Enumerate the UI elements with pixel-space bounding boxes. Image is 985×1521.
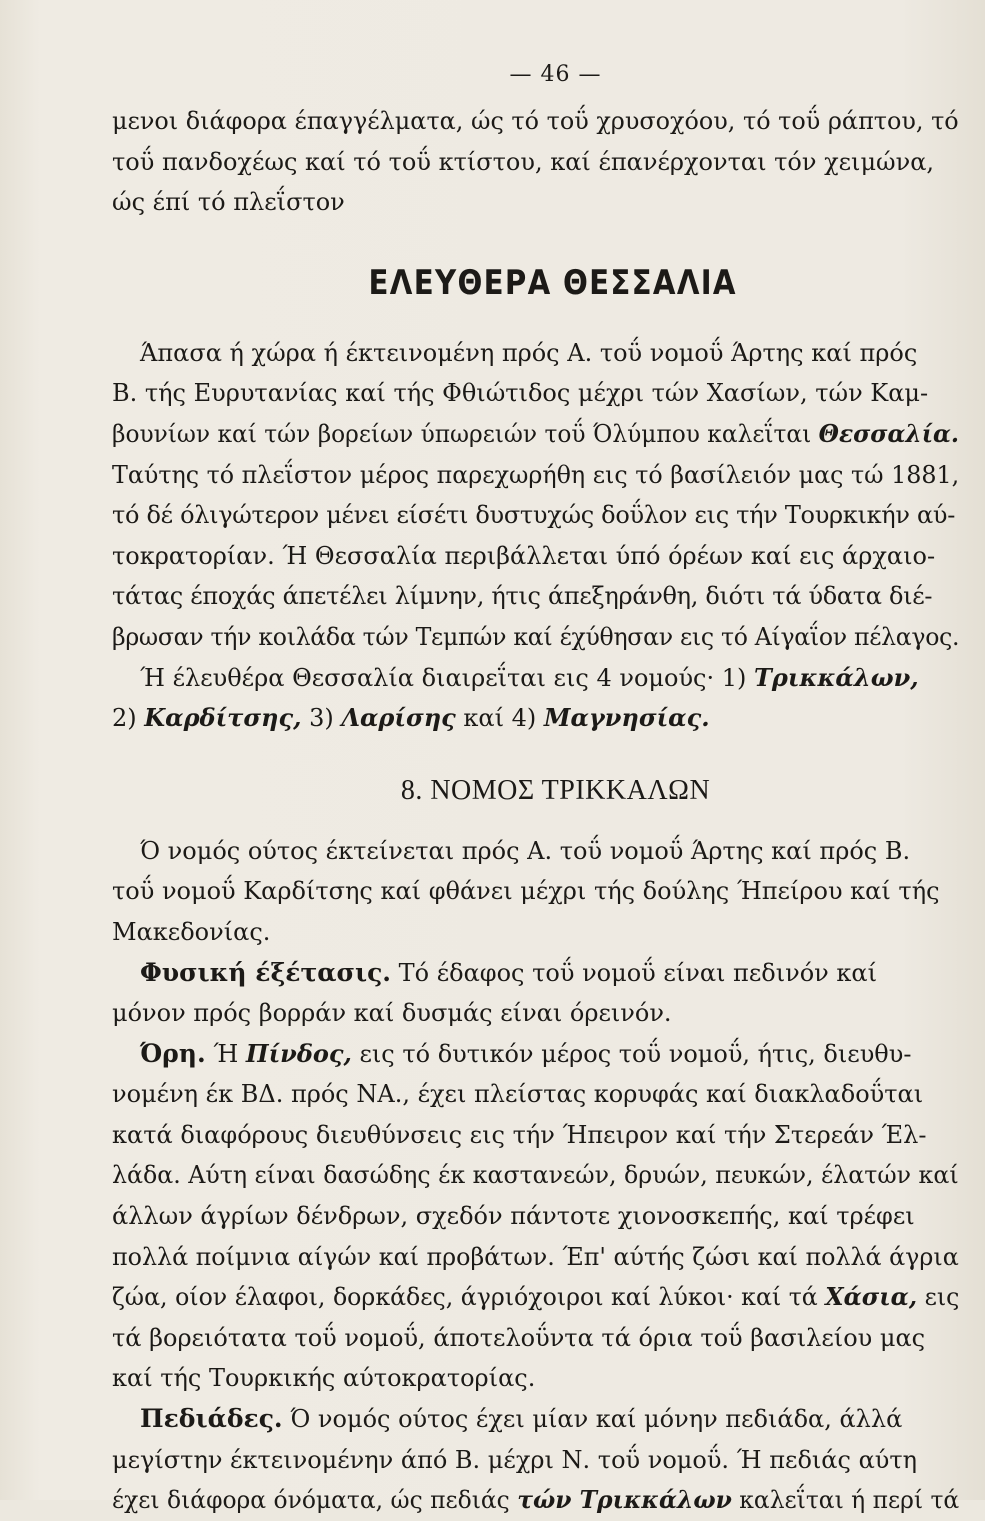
text-line: τάτας έποχάς άπετέλει λίμνην, ήτις άπεξηράνθη, διότι τά ύδατα διέ- — [112, 582, 933, 611]
text-line: Όρη. Ή Πίνδος, εις τό δυτικόν μέρος τοΰ νομοΰ, ήτις, διευθυ- — [140, 1038, 912, 1068]
text-line: τοκρατορίαν. Ή Θεσσαλία περιβάλλεται ύπό όρέων καί εις άρχαιο- — [112, 541, 936, 570]
text-line: Ταύτης τό πλεΐστον μέρος παρεχωρήθη εις τό βασίλειόν μας τώ 1881, — [112, 460, 960, 489]
text-line: έχει διάφορα όνόματα, ώς πεδιάς τών Τρικκάλων καλεΐται ή περί τά — [112, 1485, 960, 1515]
text-line: βουνίων καί τών βορείων ύπωρειών τοΰ Όλύμπου καλεΐται Θεσσαλία. — [112, 418, 959, 448]
text-line: τοΰ πανδοχέως καί τό τοΰ κτίστου, καί έπανέρχονται τόν χειμώνα, — [112, 147, 935, 176]
italic-term: Τρικκάλων, — [754, 662, 919, 692]
text-line: κατά διαφόρους διευθύνσεις εις τήν Ήπειρον καί τήν Στερεάν Έλ- — [112, 1120, 927, 1149]
text-line: τοΰ νομοΰ Καρδίτσης καί φθάνει μέχρι τής δούλης Ήπείρου καί τής — [112, 877, 940, 906]
section-heading-free-thessaly: ΕΛΕΥΘΕΡΑ ΘΕΣΣΑΛΙΑ — [368, 262, 737, 303]
text-line: βρωσαν τήν κοιλάδα τών Τεμπών καί έχύθησαν εις τό Αίγαΐον πέλαγος. — [112, 622, 960, 651]
mountains-paragraph — [112, 1034, 959, 1399]
text-line: 2) Καρδίτσης, 3) Λαρίσης καί 4) Μαγνησίας. — [112, 703, 710, 733]
text-line: νομένη έκ ΒΔ. πρός ΝΑ., έχει πλείστας κορυφάς καί διακλαδοΰται — [112, 1080, 924, 1109]
text-line: Φυσική έξέτασις. Τό έδαφος τοΰ νομοΰ είναι πεδινόν καί — [140, 957, 877, 987]
thessaly-paragraph — [112, 333, 959, 739]
page-number: — 46 — — [509, 62, 602, 87]
nomos-paragraph — [112, 831, 959, 953]
runin-heading: Όρη. — [140, 1038, 206, 1068]
text-line: Β. τής Ευρυτανίας καί τής Φθιώτιδος μέχρι τών Χασίων, τών Καμ- — [112, 379, 929, 408]
text-line: πολλά ποίμνια αίγών καί προβάτων. Έπ' αύτής ζώσι καί πολλά άγρια — [112, 1242, 959, 1271]
italic-term: Μαγνησίας. — [543, 703, 710, 733]
runin-heading: Πεδιάδες. — [140, 1404, 283, 1434]
section-heading-trikala: 8. ΝΟΜΟΣ ΤΡΙΚΚΑΛΩΝ — [400, 774, 711, 806]
italic-term: Θεσσαλία. — [818, 418, 959, 448]
text-line: τό δέ όλιγώτερον μένει είσέτι δυστυχώς δοΰλον εις τήν Τουρκικήν αύ- — [112, 501, 956, 530]
text-line: Ό νομός ούτος έκτείνεται πρός Α. τοΰ νομοΰ Άρτης καί πρός Β. — [140, 836, 911, 865]
text-line: Άπασα ή χώρα ή έκτεινομένη πρός Α. τοΰ νομοΰ Άρτης καί πρός — [140, 338, 918, 367]
text-line: μεγίστην έκτεινομένην άπό Β. μέχρι Ν. τοΰ νομοΰ. Ή πεδιάς αύτη — [112, 1445, 918, 1474]
text-line: τά βορειότατα τοΰ νομοΰ, άποτελοΰντα τά όρια τοΰ βασιλείου μας — [112, 1323, 926, 1352]
italic-term: τών Τρικκάλων — [517, 1485, 732, 1515]
text-line: Μακεδονίας. — [112, 917, 271, 946]
italic-term: Λαρίσης — [341, 703, 456, 733]
text-line: άλλων άγρίων δένδρων, σχεδόν πάντοτε χιονοσκεπής, καί τρέφει — [112, 1202, 915, 1231]
text-line: Πεδιάδες. Ό νομός ούτος έχει μίαν καί μόνην πεδιάδα, άλλά — [140, 1404, 903, 1434]
intro-paragraph — [112, 101, 959, 223]
text-line: καί τής Τουρκικής αύτοκρατορίας. — [112, 1364, 536, 1393]
italic-term: Πίνδος, — [245, 1038, 352, 1068]
italic-term: Καρδίτσης, — [144, 703, 302, 733]
text-line: μενοι διάφορα έπαγγέλματα, ώς τό τοΰ χρυσοχόου, τό τοΰ ράπτου, τό — [112, 107, 959, 135]
physical-paragraph — [112, 953, 959, 1034]
text-line: ζώα, οίον έλαφοι, δορκάδες, άγριόχοιροι καί λύκοι· καί τά Χάσια, εις — [112, 1282, 960, 1312]
text-line: ώς έπί τό πλεΐστον — [112, 188, 345, 217]
plains-paragraph — [112, 1399, 959, 1521]
text-line: μόνον πρός βορράν καί δυσμάς είναι όρεινόν. — [112, 999, 672, 1028]
text-line: Ή έλευθέρα Θεσσαλία διαιρεΐται εις 4 νομούς· 1) Τρικκάλων, — [140, 662, 919, 692]
runin-heading: Φυσική έξέτασις. — [140, 957, 391, 987]
italic-term: Χάσια, — [825, 1282, 918, 1312]
text-line: λάδα. Αύτη είναι δασώδης έκ καστανεών, δρυών, πευκών, έλατών καί — [112, 1161, 959, 1190]
